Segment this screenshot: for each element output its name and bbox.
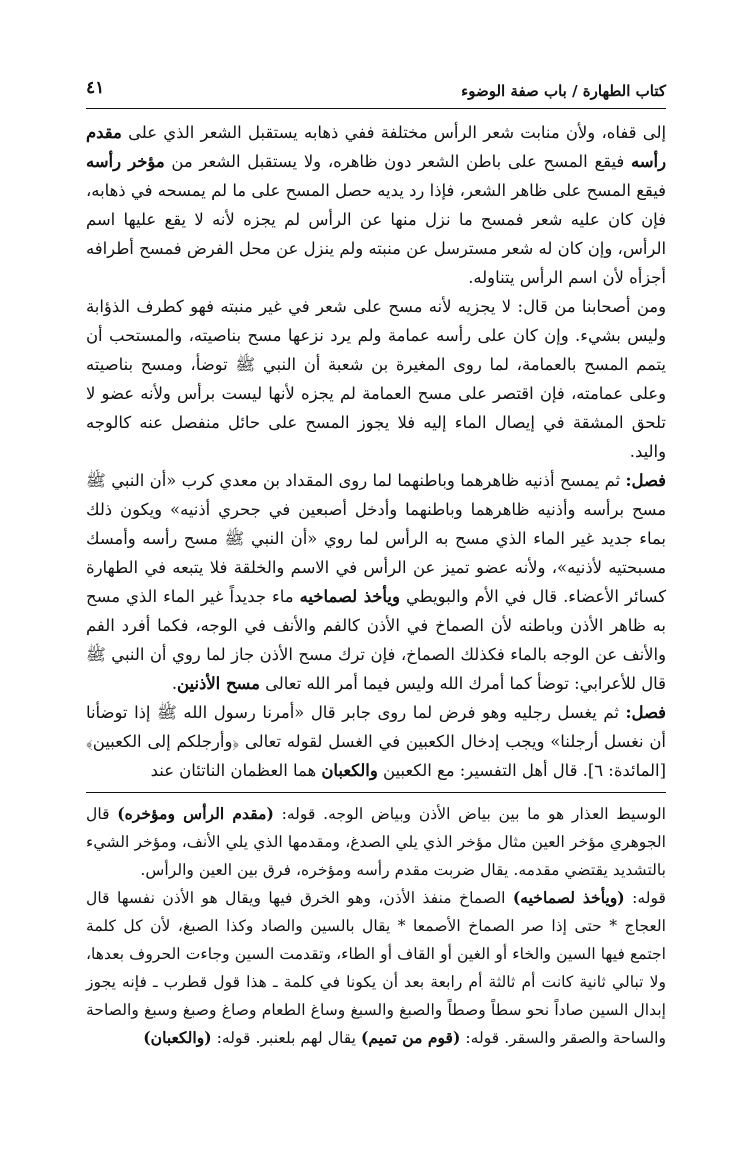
bold-term: مسح الأذنين: [177, 674, 260, 693]
bold-term: (والكعبان): [143, 1028, 212, 1047]
text-run: فيقع المسح على باطن الشعر دون ظاهره، ولا يستقبل الشعر من: [164, 152, 632, 171]
bold-term: (ويأخذ لصماخيه): [512, 888, 625, 907]
page-number: ٤١: [86, 78, 105, 98]
chapter-title: كتاب الطهارة / باب صفة الوضوء: [461, 82, 666, 100]
text-run: ثم يمسح أذنيه ظاهرهما وباطنهما لما روى المقداد بن معدي كرب «أن النبي ﷺ مسح برأسه وأذنيه ظاهرهما وباطنهما وأدخل أصبعين في جحري أذنيه» ويكون ذلك بماء جديد غير الماء الذي مسح به الرأس لما روي «أن النبي ﷺ مسح رأسه وأمسك مسبحتيه لأذنيه»، ولأنه عضو تميز عن الرأس في الاسم والخلقة فلا يتبعه في الطهارة كسائر الأعضاء. قال في الأم والبويطي: [86, 471, 666, 606]
section-lead: فصل:: [625, 703, 666, 722]
text-run: الوسيط العذار هو ما بين بياض الأذن وبياض الوجه. قوله:: [273, 805, 667, 823]
text-run: يقال لهم بلعنبر. قوله:: [211, 1029, 361, 1047]
bold-term: ويأخذ لصماخيه: [299, 587, 400, 606]
bold-term: مقدم رأسه: [86, 123, 667, 171]
text-run: ماء جديداً غير الماء الذي مسح به ظاهر الأذن وباطنه لأن الصماخ في الأذن كالفم والأنف في الوجه، فكما أفرد الفم والأنف عن الوجه بالماء فكذلك الصماخ، فإن ترك مسح الأذن جاز لما روي أن النبي ﷺ قال للأعرابي: توضأ كما أمرك الله وليس فيما أمر الله تعالى: [86, 587, 666, 693]
footnotes: [86, 800, 666, 1052]
text-run: فيقع المسح على ظاهر الشعر، فإذا رد يديه حصل المسح على ما لم يمسحه في ذهابه، فإن كان عليه شعر فمسح ما نزل منها عن الرأس لم يجزه لأنه لا يقع عليها اسم الرأس، وإن كان له شعر مسترسل عن منبته ولم ينزل عن محل الفرض فمسح أطرافه أجزأه لأن اسم الرأس يتناوله.: [86, 181, 666, 287]
bold-term: (قوم من تميم): [360, 1028, 461, 1047]
text-run: ثم يغسل رجليه وهو فرض لما روى جابر قال «أمرنا رسول الله ﷺ إذا توضأنا أن نغسل أرجلنا» ويجب إدخال الكعبين في الغسل لقوله تعالى ﴿وأرجلكم إلى الكعبين﴾ [المائدة: ٦]. قال أهل التفسير: مع الكعبين: [86, 703, 666, 780]
bold-term: والكعبان: [321, 761, 378, 780]
bold-term: (مقدم الرأس ومؤخره): [117, 804, 274, 823]
main-text: [86, 118, 666, 785]
text-run: هما العظمان الناتئان عند: [150, 761, 322, 780]
footnote-1: [86, 800, 666, 884]
text-run: قوله:: [624, 889, 666, 907]
paragraph-1: [86, 118, 666, 292]
section-lead: فصل:: [625, 471, 666, 490]
text-run: قال الجوهري مؤخر العين مثال مؤخر الذي يلي الصدغ، ومقدمها الذي يلي الأنف، ومؤخر الشيء بالتشديد يقتضي مقدمه. يقال ضربت مقدم رأسه ومؤخره، فرق بين العين والرأس.: [86, 805, 666, 879]
footnote-divider: [86, 792, 666, 793]
text-run: الصماخ منفذ الأذن، وهو الخرق فيها ويقال هو الأذن نفسها قال العجاج * حتى إذا صر الصماخ الأصمعا * يقال بالسين والصاد وكذا الصبغ، لأن كل كلمة اجتمع فيها السين والخاء أو الغين أو القاف أو الطاء، وتقدمت السين وجاءت الحروف بعدها، ولا تبالي ثانية كانت أم ثالثة أم رابعة بعد أن يكونا في كلمة ـ هذا قول قطرب ـ فإنه يجوز إبدال السين صاداً نحو سطاً وصطاً والصبغ والسبغ وساغ الطعام وصاغ وصبغ وسبغ والصاحة والساحة والصقر والسقر. قوله:: [86, 889, 666, 1047]
bold-term: مؤخر رأسه: [86, 152, 165, 171]
text-run: إلى قفاه، ولأن منابت شعر الرأس مختلفة ففي ذهابه يستقبل الشعر الذي على: [121, 123, 666, 142]
paragraph-4: [86, 698, 666, 785]
paragraph-2: ومن أصحابنا من قال: لا يجزيه لأنه مسح على شعر في غير منبته فهو كطرف الذؤابة وليس بشيء. وإن كان على رأسه عمامة ولم يرد نزعها مسح بناصيته، والمستحب أن يتمم المسح بالعمامة، لما روى المغيرة بن شعبة أن النبي ﷺ توضأ، ومسح بناصيته وعلى عمامته، فإن اقتصر على مسح العمامة لم يجزه لأنها ليست برأس ولأنه عضو لا تلحق المشقة في إيصال الماء إليه فلا يجوز المسح على حائل منفصل عنه كالوجه واليد.: [86, 297, 666, 461]
footnote-2: [86, 884, 666, 1052]
running-header: [86, 76, 666, 109]
paragraph-3: [86, 466, 666, 698]
text-run: .: [171, 674, 178, 693]
